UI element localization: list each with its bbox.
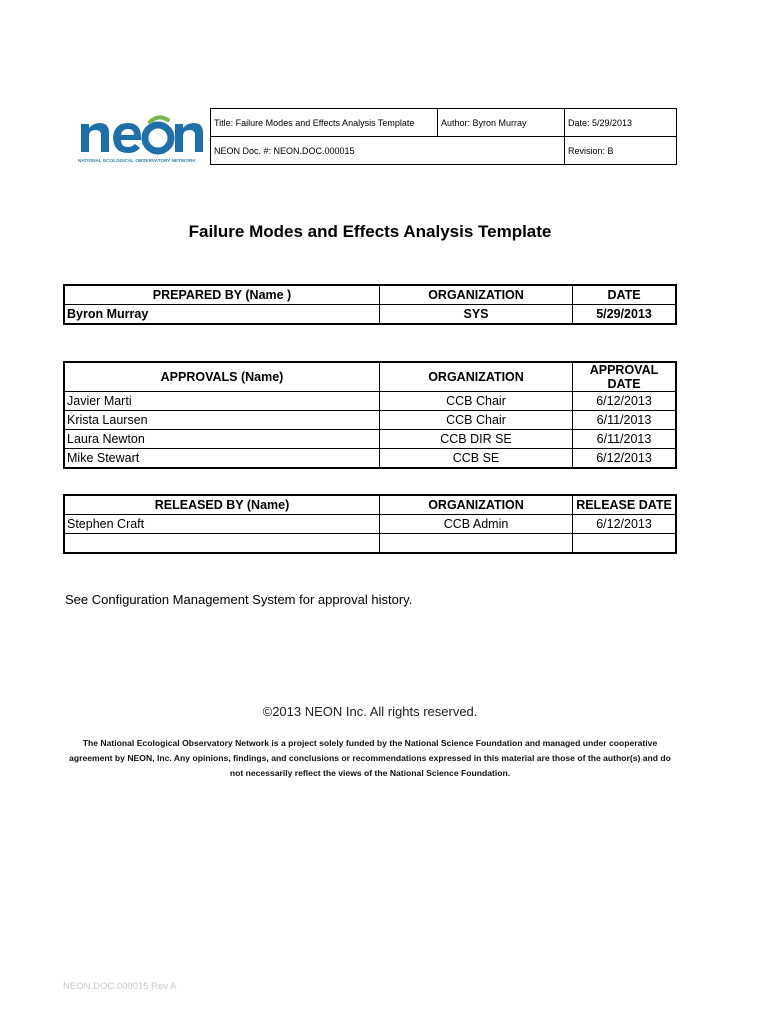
date-cell: 6/12/2013 (573, 449, 677, 469)
table-row (64, 305, 676, 325)
header-date: Date: 5/29/2013 (565, 109, 677, 137)
date-cell (573, 534, 677, 554)
name-cell: Krista Laursen (64, 411, 380, 430)
prepared-by-table (63, 284, 677, 325)
document-header-table (210, 108, 677, 165)
organization-cell: SYS (380, 305, 573, 325)
column-header: APPROVAL DATE (573, 362, 677, 392)
table-header-row (64, 285, 676, 305)
table-row (64, 430, 676, 449)
neon-logo (78, 108, 206, 168)
page-footer: NEON.DOC.000015 Rev A (63, 981, 177, 992)
table-row (64, 534, 676, 554)
date-cell: 6/12/2013 (573, 392, 677, 411)
column-header: PREPARED BY (Name ) (64, 285, 380, 305)
column-header: DATE (573, 285, 677, 305)
date-cell: 5/29/2013 (573, 305, 677, 325)
released-by-table (63, 494, 677, 554)
name-cell: Javier Marti (64, 392, 380, 411)
table-header-row (64, 362, 676, 392)
organization-cell: CCB Chair (380, 411, 573, 430)
table-row (64, 411, 676, 430)
date-cell: 6/11/2013 (573, 411, 677, 430)
name-cell: Mike Stewart (64, 449, 380, 469)
table-row (64, 449, 676, 469)
document-title: Failure Modes and Effects Analysis Template (188, 222, 552, 241)
approval-history-note: See Configuration Management System for approval history. (65, 592, 413, 607)
date-cell: 6/11/2013 (573, 430, 677, 449)
column-header: RELEASED BY (Name) (64, 495, 380, 515)
header-revision: Revision: B (565, 137, 677, 165)
column-header: ORGANIZATION (380, 285, 573, 305)
date-cell: 6/12/2013 (573, 515, 677, 534)
column-header: ORGANIZATION (380, 362, 573, 392)
table-row (64, 515, 676, 534)
header-title: Title: Failure Modes and Effects Analysis Template (211, 109, 438, 137)
organization-cell: CCB Admin (380, 515, 573, 534)
approvals-table (63, 361, 677, 469)
name-cell: Laura Newton (64, 430, 380, 449)
organization-cell: CCB SE (380, 449, 573, 469)
header-author: Author: Byron Murray (438, 109, 565, 137)
name-cell: Byron Murray (64, 305, 380, 325)
name-cell: Stephen Craft (64, 515, 380, 534)
table-header-row (64, 495, 676, 515)
table-row (64, 392, 676, 411)
header-doc-number: NEON Doc. #: NEON.DOC.000015 (211, 137, 565, 165)
copyright-notice: ©2013 NEON Inc. All rights reserved. (262, 704, 478, 719)
organization-cell: CCB Chair (380, 392, 573, 411)
disclaimer (60, 736, 680, 781)
neon-logo-mark (78, 108, 206, 158)
disclaimer-line: agreement by NEON, Inc. Any opinions, findings, and conclusions or recommendations expressed in this material are those of the author(s) and do (69, 753, 671, 763)
logo-caption: NATIONAL ECOLOGICAL OBSERVATORY NETWORK (78, 158, 196, 163)
column-header: RELEASE DATE (573, 495, 677, 515)
disclaimer-line: not necessarily reflect the views of the National Science Foundation. (229, 768, 511, 778)
column-header: APPROVALS (Name) (64, 362, 380, 392)
disclaimer-line: The National Ecological Observatory Network is a project solely funded by the National Science Foundation and managed under cooperative (82, 738, 658, 748)
column-header: ORGANIZATION (380, 495, 573, 515)
organization-cell (380, 534, 573, 554)
name-cell (64, 534, 380, 554)
organization-cell: CCB DIR SE (380, 430, 573, 449)
